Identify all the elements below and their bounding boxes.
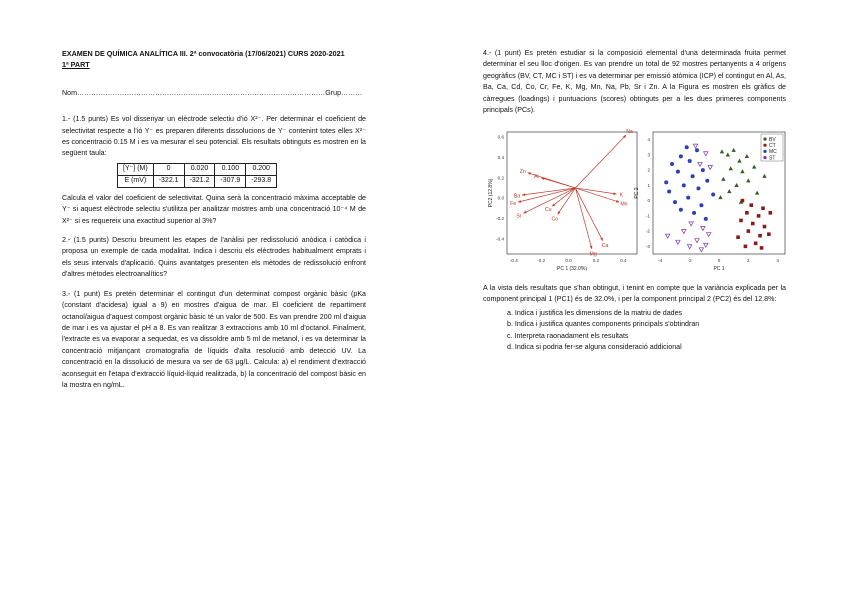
loading-label: Mn <box>620 201 628 208</box>
legend-marker <box>763 156 766 159</box>
loading-label: K <box>619 192 624 199</box>
y-tick-label: -0.4 <box>496 236 504 242</box>
score-point-mc <box>692 211 696 215</box>
score-point-mc <box>688 159 692 163</box>
score-point-ct <box>754 242 758 246</box>
list-item: b. Indica i justifica quantes components principals s'obtindran <box>499 319 786 330</box>
score-point-ct <box>751 222 755 226</box>
y-tick-label: 0 <box>647 198 650 204</box>
loading-label: Cu <box>544 207 552 214</box>
legend-marker <box>763 150 766 153</box>
score-point-mc <box>686 196 690 200</box>
score-point-ct <box>758 234 762 238</box>
loading-label: Al <box>534 174 539 181</box>
table-cell: -321.2 <box>184 175 215 187</box>
loading-label: Ba <box>513 193 521 200</box>
y-tick-label: 1 <box>647 182 650 188</box>
x-tick-label: 0.4 <box>620 258 627 263</box>
name-line: Nom……………………………………………………………………………………………Grup……… <box>62 88 363 97</box>
score-point-mc <box>695 148 699 152</box>
question-2: 2.- (1.5 punts) Descriu breument les etapes de l'anàlisi per redissolució anòdica i catòdica i proposa un exemple de cada modalitat. Indica i descriu els elèctrodes habitualment emprats i els seus intervals d'aplicació. Quins avantatges presenten els mètodes de redissolució enfront d'altres mètodes electroanalítics? <box>62 236 366 279</box>
table-cell: 0.100 <box>215 163 246 175</box>
table-row-head: [Y⁻] (M) <box>118 163 154 175</box>
score-point-mc <box>682 183 686 187</box>
loading-label: Na <box>626 129 633 136</box>
legend-label: BV <box>769 136 776 143</box>
y-tick-label: 0.6 <box>497 134 504 140</box>
table-cell: -307.9 <box>215 175 246 187</box>
legend-marker <box>763 144 766 147</box>
y-tick-label: -3 <box>645 243 650 249</box>
score-point-ct <box>736 235 740 239</box>
right-column <box>483 48 786 116</box>
score-point-ct <box>747 229 751 233</box>
score-point-mc <box>676 170 680 174</box>
loading-label: Ca <box>601 243 609 250</box>
y-tick-label: 2 <box>647 167 650 173</box>
y-axis-label: PC 2 <box>634 187 640 199</box>
y-tick-label: -0.2 <box>496 215 504 221</box>
y-tick-label: 3 <box>647 152 650 158</box>
loading-label: Sr <box>516 213 522 220</box>
score-point-mc <box>699 203 703 207</box>
score-point-ct <box>745 211 749 215</box>
x-axis-label: PC 1 (32.0%) <box>556 266 588 272</box>
question-4-tasks <box>483 283 786 353</box>
question-3: 3.- (1 punt) Es pretén determinar el contingut d'un determinat compost orgànic bàsic (pKa (constant d'acidesa) igual a 9) en mostres d'aigua de mar. El coeficient de repartiment octanol/aigua d'aquest compost orgànic bàsic té un valor de 500. Es van prendre 200 ml d'aigua de mar i es va ajustar el pH a 8. Es van realitzar 3 extraccions amb 10 ml d'octanol. Finalment, l'extracte es va evaporar a sequedat, es va dissoldre amb 5 ml de metanol, i es va determinar la concentració mitjançant cromatografia de líquids d'alta resolució amb detecció UV. La concentració en la dissolució de mesura va ser de 63 μg/L. Calcula: a) el rendiment d'extracció aconseguit en l'etapa d'extracció líquid-líquid realitzada, b) la concentració del compost bàsic en la mostra en ng/mL. <box>62 289 366 389</box>
x-tick-label: 0.2 <box>592 258 600 263</box>
score-point-ct <box>767 232 771 236</box>
legend-label: MC <box>769 149 777 156</box>
x-tick-label: 0.0 <box>565 258 572 263</box>
loading-label: Mg <box>589 251 597 258</box>
legend-label: ST <box>769 155 776 162</box>
score-point-mc <box>691 174 695 178</box>
question-1-intro: 1.- (1.5 punts) Es vol dissenyar un elèctrode selectiu d'ió X²⁻. Per determinar el coeficient de selectivitat respecte a l'ió Y⁻ es preparen diferents dissolucions de Y⁻ contenint totes elles X²⁻ es concentració 0.15 M i es va mesurar el seu potencial. Els resultats obtinguts es mostren en la següent taula: <box>62 115 366 158</box>
question-4-intro: 4.- (1 punt) Es pretén estudiar si la composició elemental d'una determinada fruita permet determinar el seu lloc d'origen. Es van prendre un total de 92 mostres pertanyents a 4 orígens geogràfics (BV, CT, MC i ST) i es va determinar per emissió atòmica (ICP) el contingut en Al, As, Ba, Ca, Cd, Co, Cr, Fe, K, Mg, Mn, Na, Pb, Sr i Zn. A la Figura es mostren els gràfics de càrregues (loadings) i puntuacions (scores) obtinguts per a les dues primeres components principals (PCs). <box>483 49 786 115</box>
table-row-head: E (mV) <box>118 175 154 187</box>
potential-table <box>117 163 277 188</box>
score-point-mc <box>705 179 709 183</box>
exam-part: 1ª PART <box>62 60 90 70</box>
table-cell: -293.8 <box>246 175 277 187</box>
loading-label: Fe <box>510 201 517 208</box>
question-4-context: A la vista dels resultats que s'han obtingut, i tenint en compte que la variància explicada per la component principal 1 (PC1) és de 32.0%, i per la component principal 2 (PC2) és del 12.8%: <box>483 284 786 304</box>
score-point-mc <box>670 162 674 166</box>
x-axis-label: PC 1 <box>713 266 725 272</box>
y-axis-label: PC2 (12.8%) <box>488 178 494 208</box>
score-point-ct <box>749 203 753 207</box>
score-point-mc <box>679 208 683 212</box>
y-tick-label: -2 <box>645 228 650 234</box>
x-tick-label: -2 <box>687 258 692 263</box>
score-point-ct <box>763 225 767 229</box>
score-point-ct <box>760 246 764 250</box>
score-point-mc <box>711 193 715 197</box>
score-point-mc <box>685 145 689 149</box>
y-tick-label: 0.0 <box>497 195 504 201</box>
loadings-plot <box>483 128 641 278</box>
legend-label: CT <box>769 143 776 149</box>
x-tick-label: 0 <box>717 258 721 263</box>
x-tick-label: -4 <box>658 258 663 263</box>
table-cell: 0.020 <box>184 163 215 175</box>
y-tick-label: 0.4 <box>497 154 504 160</box>
score-point-ct <box>761 206 765 210</box>
scores-plot <box>634 128 789 278</box>
loading-label: Co <box>551 216 559 223</box>
score-point-ct <box>757 214 761 218</box>
score-point-ct <box>739 219 743 223</box>
x-tick-label: -0.4 <box>509 258 518 263</box>
y-tick-label: 0.2 <box>497 175 504 181</box>
score-point-ct <box>741 199 745 203</box>
x-tick-label: -0.2 <box>537 258 546 263</box>
y-tick-label: 4 <box>647 137 650 143</box>
score-point-mc <box>704 217 708 221</box>
table-cell: 0.200 <box>246 163 277 175</box>
table-cell: 0 <box>153 163 184 175</box>
list-item: a. Indica i justifica les dimensions de la matriu de dades <box>499 308 786 319</box>
score-point-mc <box>701 168 705 172</box>
left-column <box>62 48 366 391</box>
score-point-mc <box>664 180 668 184</box>
legend-marker <box>763 137 766 140</box>
score-point-ct <box>769 211 773 215</box>
score-point-mc <box>696 186 700 190</box>
score-point-ct <box>744 245 748 249</box>
list-item: c. Interpreta raonadament els resultats <box>499 331 786 342</box>
x-tick-label: 2 <box>747 258 750 263</box>
loading-label: Zn <box>519 168 526 175</box>
score-point-mc <box>673 200 677 204</box>
list-item: d. Indica si podria fer-se alguna consideració addicional <box>499 342 786 353</box>
exam-title: EXAMEN DE QUÍMICA ANALÍTICA III. 2ª convocatòria (17/06/2021) CURS 2020-2021 <box>62 49 345 58</box>
y-tick-label: -1 <box>645 213 650 219</box>
x-tick-label: 4 <box>776 258 779 263</box>
pca-figure <box>483 125 789 279</box>
table-cell: -322.1 <box>153 175 184 187</box>
question-1-task: Calcula el valor del coeficient de selectivitat. Quina serà la concentració màxima acceptable de Y⁻ si aquest elèctrode selectiu s'utilitza per analitzar mostres amb una concentració 10⁻⁴ M de X²⁻ si es requereix una exactitud superior al 3%? <box>62 193 366 225</box>
score-point-mc <box>679 154 683 158</box>
question-4-list <box>483 308 786 354</box>
score-point-mc <box>667 189 671 193</box>
